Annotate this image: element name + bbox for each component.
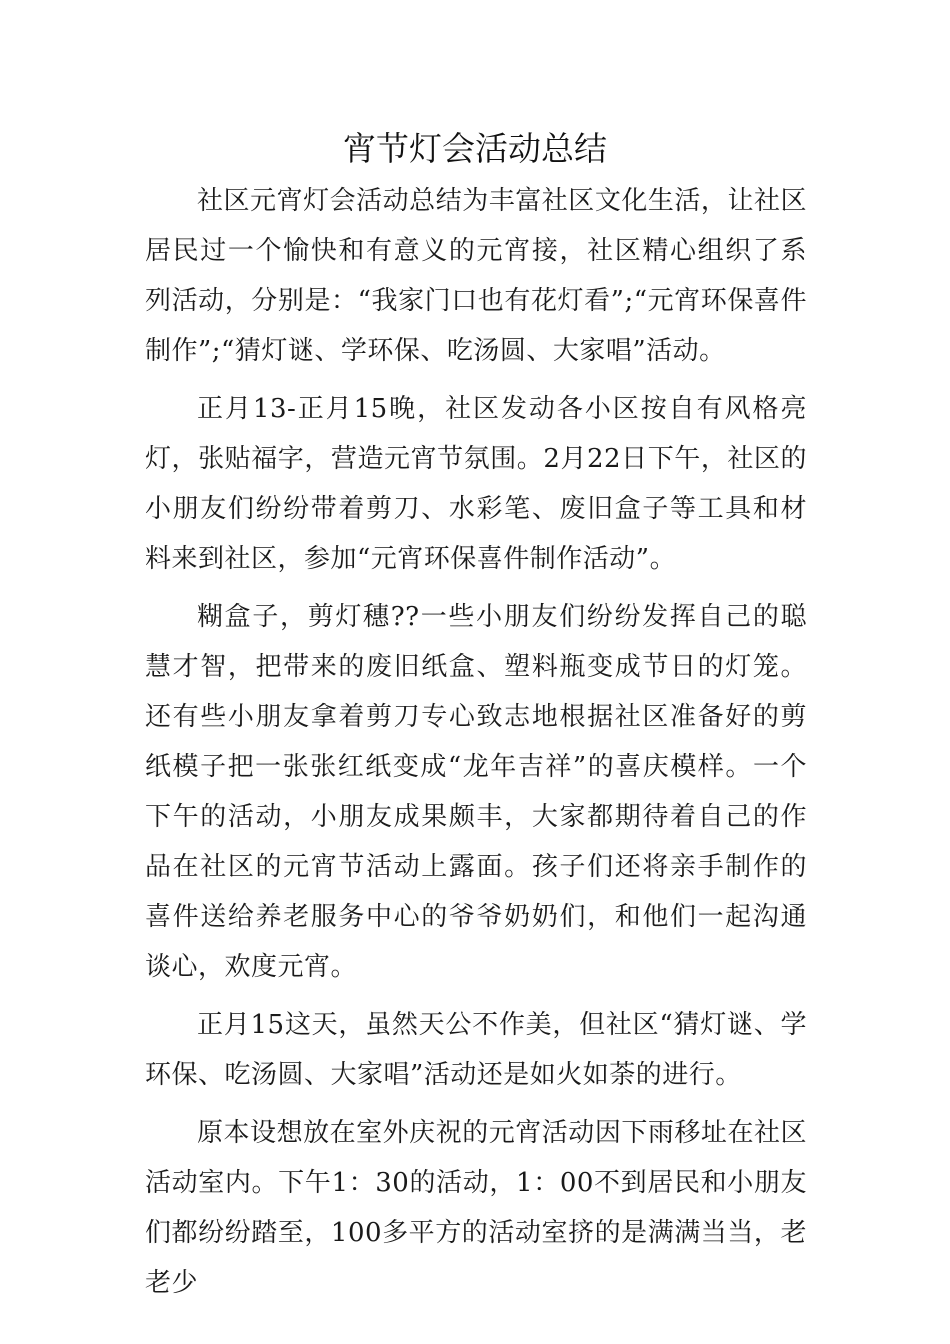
document-body bbox=[145, 176, 807, 1316]
paragraph: 正月15这天，虽然天公不作美，但社区“猜灯谜、学环保、吃汤圆、大家唱”活动还是如火如荼的进行。 bbox=[145, 1010, 807, 1090]
paragraph: 原本设想放在室外庆祝的元宵活动因下雨移址在社区活动室内。下午1：30的活动，1：00不到居民和小朋友们都纷纷踏至，100多平方的活动室挤的是满满当当，老老少 bbox=[145, 1118, 807, 1298]
paragraph: 正月13-正月15晚，社区发动各小区按自有风格亮灯，张贴福字，营造元宵节氛围。2月22日下午，社区的小朋友们纷纷带着剪刀、水彩笔、废旧盒子等工具和材料来到社区，参加“元宵环保喜件制作活动”。 bbox=[145, 394, 807, 574]
paragraph: 社区元宵灯会活动总结为丰富社区文化生活，让社区居民过一个愉快和有意义的元宵接，社区精心组织了系列活动，分别是：“我家门口也有花灯看”;“元宵环保喜件制作”;“猜灯谜、学环保、吃汤圆、大家唱”活动。 bbox=[145, 186, 807, 366]
paragraph: 糊盒子，剪灯穗??一些小朋友们纷纷发挥自己的聪慧才智，把带来的废旧纸盒、塑料瓶变成节日的灯笼。还有些小朋友拿着剪刀专心致志地根据社区准备好的剪纸模子把一张张红纸变成“龙年吉祥”的喜庆模样。一个下午的活动，小朋友成果颇丰，大家都期待着自己的作品在社区的元宵节活动上露面。孩子们还将亲手制作的喜件送给养老服务中心的爷爷奶奶们，和他们一起沟通谈心，欢度元宵。 bbox=[145, 602, 807, 982]
document-title: 宵节灯会活动总结 bbox=[343, 129, 607, 168]
